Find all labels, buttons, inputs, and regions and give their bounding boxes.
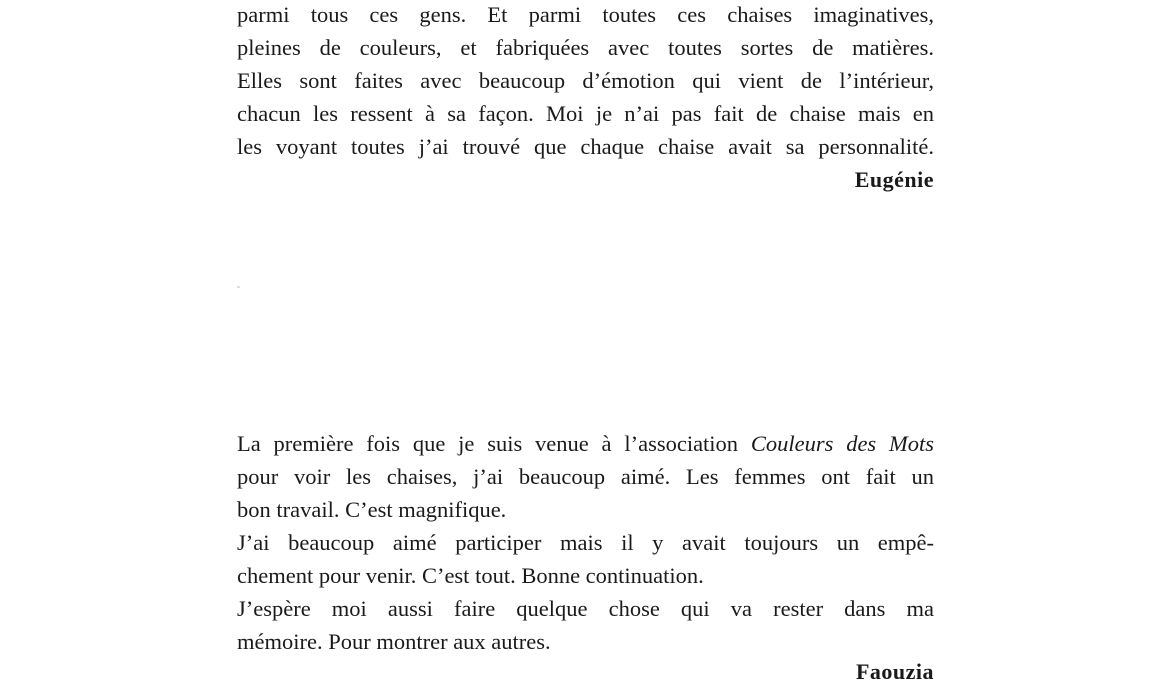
text-line: J’espère moi aussi faire quelque chose qui va rester dans ma bbox=[237, 596, 934, 621]
text-line: parmi tous ces gens. Et parmi toutes ces chaises imaginatives, bbox=[237, 2, 934, 27]
text-line: pour voir les chaises, j’ai beaucoup aimé. Les femmes ont fait un bbox=[237, 464, 934, 489]
text-line: mémoire. Pour montrer aux autres. bbox=[237, 629, 551, 654]
text-line: bon travail. C’est magnifique. bbox=[237, 497, 507, 522]
text-run: La première fois que je suis venue à l’association bbox=[237, 431, 751, 456]
author-signature-eugenie: Eugénie bbox=[854, 167, 934, 192]
author-signature-faouzia: Faouzia bbox=[855, 659, 934, 684]
text-line: pleines de couleurs, et fabriquées avec toutes sortes de matières. bbox=[237, 35, 934, 60]
text-line: les voyant toutes j’ai trouvé que chaque chaise avait sa personnalité. bbox=[237, 134, 934, 159]
testimony-faouzia bbox=[237, 427, 934, 658]
text-line: chement pour venir. C’est tout. Bonne continuation. bbox=[237, 563, 704, 588]
paper-speck bbox=[237, 286, 240, 288]
text-line: chacun les ressent à sa façon. Moi je n’ai pas fait de chaise mais en bbox=[237, 101, 934, 126]
text-line: J’ai beaucoup aimé participer mais il y avait toujours un empê- bbox=[237, 530, 934, 555]
association-name: Couleurs des Mots bbox=[750, 431, 934, 456]
testimony-eugenie bbox=[237, 0, 934, 163]
text-line-first bbox=[237, 427, 934, 460]
text-line: Elles sont faites avec beaucoup d’émotion qui vient de l’intérieur, bbox=[237, 68, 934, 93]
